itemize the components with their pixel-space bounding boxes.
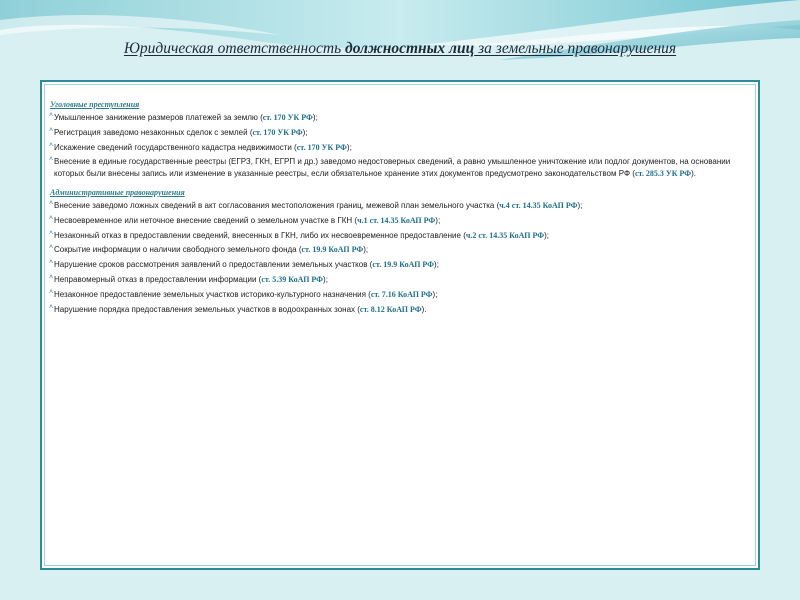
list-item: ˄ Внесение заведомо ложных сведений в акт согласования местоположения границ, межевой план земельного участка (ч.4 ст. 14.35 КоАП РФ);: [50, 200, 748, 212]
law-reference: ст. 170 УК РФ: [252, 127, 303, 137]
section-heading: Административные правонарушения: [50, 187, 185, 197]
list-item: ˄ Регистрация заведомо незаконных сделок с землей (ст. 170 УК РФ);: [50, 127, 748, 139]
law-reference: ч.2 ст. 14.35 КоАП РФ: [465, 230, 545, 240]
law-reference: ст. 5.39 КоАП РФ: [261, 274, 324, 284]
law-reference: ч.4 ст. 14.35 КоАП РФ: [499, 200, 578, 210]
list-item: ˄ Сокрытие информации о наличии свободного земельного фонда (ст. 19.9 КоАП РФ);: [50, 244, 748, 256]
list-item: ˄ Искажение сведений государственного кадастра недвижимости (ст. 170 УК РФ);: [50, 142, 748, 154]
list-item: ˄ Нарушение сроков рассмотрения заявлений о предоставлении земельных участков (ст. 19.9 КоАП РФ);: [50, 259, 748, 271]
list-item: ˄ Внесение в единые государственные реестры (ЕГРЗ, ГКН, ЕГРП и др.) заведомо недостоверных сведений, а равно умышленное уничтожение или подлог документов, на основании которых были внесены запись или изменение в указанные реестры, если обязательное хранение этих документов предусмотрено законодательством РФ (ст. 285.3 УК РФ).: [50, 156, 748, 180]
title-part-2: должностных лиц: [345, 40, 475, 57]
section-criminal: [50, 100, 748, 180]
slide-title: [0, 40, 800, 58]
list-item: ˄ Незаконный отказ в предоставлении сведений, внесенных в ГКН, либо их несвоевременное предоставление (ч.2 ст. 14.35 КоАП РФ);: [50, 230, 748, 242]
administrative-list: [50, 200, 748, 315]
law-reference: ст. 285.3 УК РФ: [634, 169, 692, 179]
law-reference: ст. 8.12 КоАП РФ: [359, 304, 422, 314]
list-item: ˄ Нарушение порядка предоставления земельных участков в водоохранных зонах (ст. 8.12 КоАП РФ).: [50, 304, 748, 316]
list-item: ˄ Несвоевременное или неточное внесение сведений о земельном участке в ГКН (ч.1 ст. 14.35 КоАП РФ);: [50, 215, 748, 227]
law-reference: ст. 19.9 КоАП РФ: [301, 245, 364, 255]
list-item: ˄ Умышленное занижение размеров платежей за землю (ст. 170 УК РФ);: [50, 112, 748, 124]
law-reference: ст. 19.9 КоАП РФ: [372, 260, 435, 270]
law-reference: ст. 170 УК РФ: [296, 142, 347, 152]
list-item: ˄ Неправомерный отказ в предоставлении информации (ст. 5.39 КоАП РФ);: [50, 274, 748, 286]
content-box: [40, 80, 760, 570]
law-reference: ч.1 ст. 14.35 КоАП РФ: [357, 215, 436, 225]
title-part-1: Юридическая ответственность: [123, 40, 345, 57]
law-reference: ст. 170 УК РФ: [262, 113, 313, 122]
section-administrative: [50, 188, 748, 315]
list-item: ˄ Незаконное предоставление земельных участков историко-культурного назначения (ст. 7.16 КоАП РФ);: [50, 289, 748, 301]
title-part-3: за земельные правонарушения: [474, 40, 677, 57]
criminal-list: [50, 112, 748, 180]
law-reference: ст. 7.16 КоАП РФ: [370, 289, 433, 299]
section-heading: Уголовные преступления: [50, 100, 140, 109]
